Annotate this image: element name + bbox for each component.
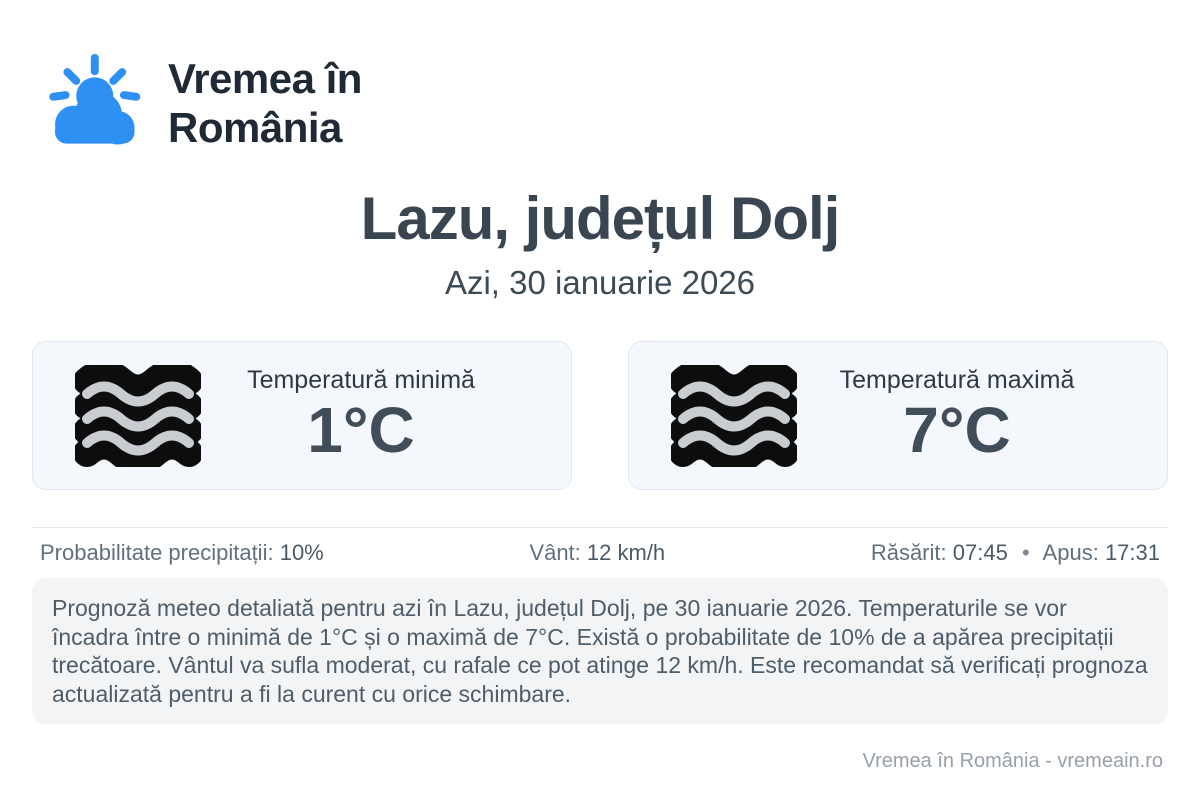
wind-value: 12 km/h: [586, 540, 666, 565]
sunset-label: Apus:: [1042, 540, 1099, 565]
min-temp-content: [225, 366, 497, 467]
wind-stat: [529, 540, 665, 566]
footer-credit: Vremea în România - vremeain.ro: [862, 750, 1163, 772]
fog-waves-icon: [75, 365, 201, 467]
wind-label: Vânt:: [529, 540, 581, 565]
min-temp-label: Temperatură minimă: [247, 366, 475, 395]
sunset-value: 17:31: [1104, 540, 1160, 565]
precipitation-value: 10%: [279, 540, 324, 565]
precipitation-label: Probabilitate precipitații:: [40, 540, 274, 565]
sunrise-value: 07:45: [952, 540, 1008, 565]
page-title: Lazu, județul Dolj: [360, 185, 840, 252]
max-temp-value: 7°C: [903, 394, 1011, 467]
cloud-sun-icon: [40, 50, 146, 156]
stats-row: [40, 540, 1160, 566]
sunrise-label: Răsărit:: [870, 540, 947, 565]
stats-divider: [32, 527, 1168, 528]
min-temp-value: 1°C: [307, 394, 415, 467]
forecast-description: Prognoză meteo detaliată pentru azi în Lazu, județul Dolj, pe 30 ianuarie 2026. Temperaturile se vor încadra între o minimă de 1°C și o maximă de 7°C. Există o probabilitate de 10% de a apărea precipitații trecătoare. Vântul va sufla moderat, cu rafale ce pot atinge 12 km/h. Este recomandat să verificați prognoza actualizată pentru a fi la curent cu orice schimbare.: [32, 578, 1168, 724]
logo-title-line1: Vremea în: [168, 54, 362, 102]
max-temp-content: [821, 366, 1093, 467]
logo-title: [168, 54, 362, 152]
bullet-separator: •: [1021, 540, 1030, 565]
max-temp-card: [628, 341, 1168, 490]
fog-waves-icon: [671, 365, 797, 467]
max-temp-label: Temperatură maximă: [839, 366, 1075, 395]
logo-title-line2: România: [168, 104, 342, 151]
temperature-cards: [32, 341, 1168, 490]
precipitation-stat: [40, 540, 324, 566]
min-temp-card: [32, 341, 572, 490]
sun-stat: [871, 540, 1160, 566]
page-subtitle: Azi, 30 ianuarie 2026: [444, 264, 756, 301]
site-logo[interactable]: [40, 50, 362, 156]
